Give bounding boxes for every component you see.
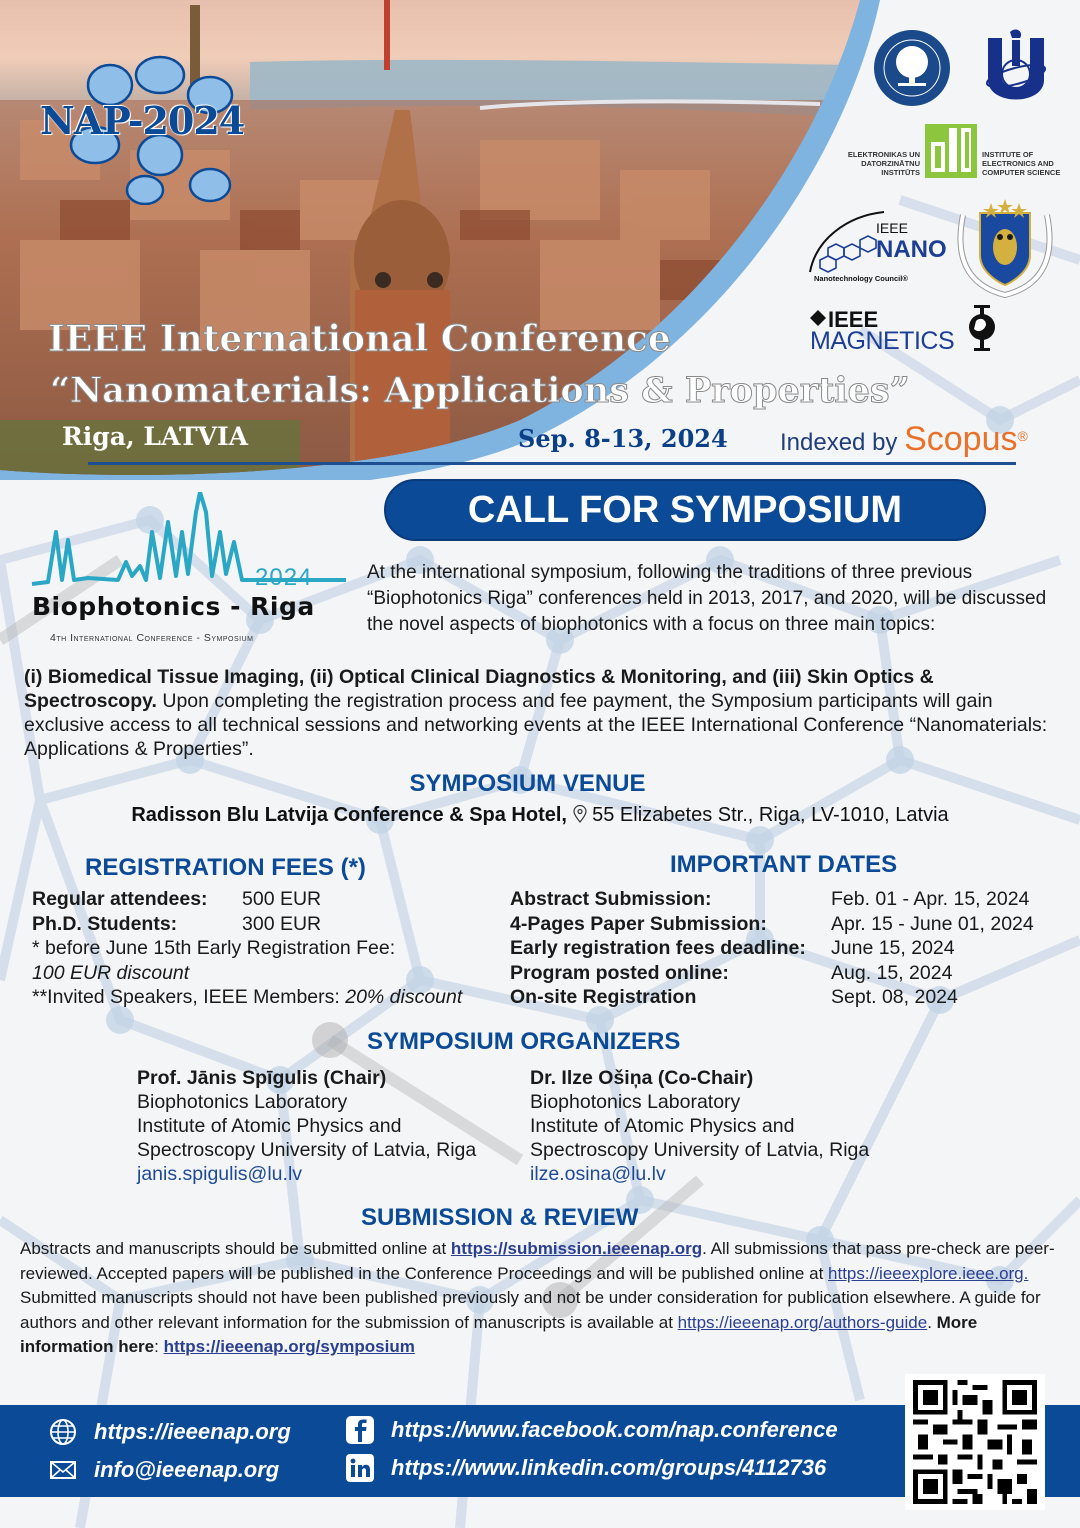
organizer-lab: Biophotonics Laboratory [530,1091,741,1113]
university-torch-globe-logo [980,28,1052,108]
biophotonics-riga-logo [28,492,348,652]
organizer-co-chair [530,1066,869,1186]
header-divider [88,462,1016,465]
nano-ieee-label: IEEE [876,220,908,236]
submission-heading: SUBMISSION & REVIEW [361,1204,639,1231]
fee-value: 300 EUR [242,912,322,935]
linkedin-icon [345,1453,375,1483]
date-row [510,912,1034,937]
edi-mark-icon [925,124,977,178]
date-row [510,887,1034,912]
important-dates-list [510,887,1034,1010]
organizer-email[interactable]: janis.spigulis@lu.lv [137,1163,303,1185]
date-value: Apr. 15 - June 01, 2024 [831,912,1034,935]
organizer-name: Prof. Jānis Spīgulis (Chair) [137,1067,387,1089]
organizer-email[interactable]: ilze.osina@lu.lv [530,1163,666,1185]
edi-english-name: INSTITUTE OF ELECTRONICS AND COMPUTER SCIENCE [982,150,1061,177]
location-pin-icon [573,805,587,823]
topics-list: (i) Biomedical Tissue Imaging, (ii) Optical Clinical Diagnostics & Monitoring, and (iii) Skin Optics & Spectroscopy. [24,666,934,712]
date-label: 4-Pages Paper Submission: [510,912,767,935]
facebook-icon [345,1415,375,1445]
date-label: Early registration fees deadline: [510,937,806,959]
conference-title-line1: IEEE International Conference [48,318,671,360]
date-row [510,961,1034,986]
venue-heading: SYMPOSIUM VENUE [409,770,646,797]
fee-label: Regular attendees: [32,888,208,910]
globe-icon [48,1417,78,1447]
date-row [510,936,1034,961]
conference-title-line2: “Nanomaterials: Applications & Properties” [50,370,910,411]
member-discount-note: **Invited Speakers, IEEE Members: 20% discount [32,986,463,1008]
conference-location: Riga, LATVIA [62,422,249,451]
latvian-academy-of-sciences-crest [955,195,1055,300]
early-fee-note: * before June 15th Early Registration Fee: [32,937,396,959]
topics-continuation: Upon completing the registration process and fee payment, the Symposium participants will gain exclusive access to all technical sessions and networking events at the IEEE International Conference “Nanomaterials: Applications & Properties”. [24,690,1048,760]
date-row [510,985,1034,1010]
footer-facebook[interactable]: https://www.facebook.com/nap.conference [345,1415,838,1445]
indexed-by-label: Indexed by [780,429,898,456]
venue-address-line [0,804,1080,827]
footer-website[interactable]: https://ieeenap.org [48,1417,291,1447]
biophotonics-year: 2024 [255,564,313,591]
ieeexplore-link[interactable]: https://ieeexplore.ieee.org. [828,1263,1029,1283]
submission-text [20,1237,1065,1360]
qr-code-pattern [911,1380,1039,1504]
registered-mark: ® [1017,428,1028,444]
edi-institute-logo [845,122,1070,182]
member-discount-value: 20% discount [345,986,463,1008]
fee-label: Ph.D. Students: [32,912,178,935]
important-dates-heading: IMPORTANT DATES [670,851,898,878]
fee-row [32,912,462,937]
date-value: Sept. 08, 2024 [831,986,958,1008]
organizer-chair [137,1066,476,1186]
date-label: Program posted online: [510,961,729,984]
organizer-name: Dr. Ilze Ošiņa (Co-Chair) [530,1067,754,1089]
ieee-nano-logo [806,210,956,290]
venue-address: 55 Elizabetes Str., Riga, LV-1010, Latvia [592,804,949,826]
nano-label: NANO [876,236,947,263]
venue-hotel: Radisson Blu Latvija Conference & Spa Hotel, [131,804,567,826]
nano-council-label: Nanotechnology Council® [814,274,908,283]
organizer-institute: Institute of Atomic Physics and [530,1115,795,1137]
intro-topics-paragraph [24,665,1059,761]
authors-guide-link[interactable]: https://ieeenap.org/authors-guide [677,1312,928,1332]
registration-fees-list [32,887,462,1010]
date-label: On-site Registration [510,986,697,1008]
registration-fees-heading: REGISTRATION FEES (*) [85,854,366,881]
organizer-lab: Biophotonics Laboratory [137,1091,348,1113]
more-info-label: More information here [20,1312,978,1356]
envelope-icon [48,1455,78,1485]
ieee-diamond-icon [810,310,826,326]
submission-site-link[interactable]: https://submission.ieeenap.org [450,1239,703,1258]
date-value: Aug. 15, 2024 [831,961,953,984]
organizer-institute-2: Spectroscopy University of Latvia, Riga [530,1139,870,1161]
biophotonics-subtitle: 4th International Conference - Symposium [50,632,254,644]
call-for-symposium-banner: CALL FOR SYMPOSIUM [384,479,986,541]
footer-email[interactable]: info@ieeenap.org [48,1455,279,1485]
organizers-heading: SYMPOSIUM ORGANIZERS [367,1028,681,1055]
intro-paragraph: At the international symposium, following the traditions of three previous “Biophotonics Riga” conferences held in 2013, 2017, and 2020, will be discussed the novel aspects of biophotonics with a focus on three main topics: [367,562,1047,635]
submission-paragraph-1: Abstracts and manuscripts should be submitted online at https://submission.ieeenap.org. All submissions that pass pre-check are peer-reviewed. Accepted papers will be published in the Conference Proceedings and will be published online at https://ieeexplore.ieee.org. [20,1239,1055,1283]
qr-code[interactable] [905,1374,1045,1510]
organizer-institute-2: Spectroscopy University of Latvia, Riga [137,1139,477,1161]
hexagon-molecule-icon [806,210,886,274]
ieee-magnetics-logo [808,305,1003,357]
submission-paragraph-2: Submitted manuscripts should not have been published previously and not be under consideration for publication elsewhere. A guide for authors and other relevant information for the submission of manuscripts is available at https://ieeenap.org/authors-guide. More information here: https://ieeenap.org/symposium [20,1288,1041,1356]
footer-linkedin[interactable]: https://www.linkedin.com/groups/4112736 [345,1453,826,1483]
scopus-indexed-badge [780,420,1028,459]
fee-row [32,887,462,912]
conference-dates: Sep. 8-13, 2024 [518,424,728,453]
nap-2024-logo-text: NAP-2024 [40,98,245,143]
magnet-globe-icon [966,305,998,351]
magnetics-label: MAGNETICS [810,327,955,355]
scopus-logo-text: Scopus [904,420,1018,458]
organizer-institute: Institute of Atomic Physics and [137,1115,402,1137]
early-fee-discount: 100 EUR discount [32,961,190,984]
magnetics-ieee-label: IEEE [828,307,879,332]
edi-latvian-name: ELEKTRONIKAS UN DATORZINĀTNU INSTITŪTS [847,150,920,177]
fee-value: 500 EUR [242,888,322,910]
university-of-latvia-seal-logo [872,28,952,108]
date-label: Abstract Submission: [510,888,712,910]
date-value: Feb. 01 - Apr. 15, 2024 [831,888,1030,910]
symposium-page-link[interactable]: https://ieeenap.org/symposium [163,1337,415,1356]
date-value: June 15, 2024 [831,937,955,959]
biophotonics-name: Biophotonics - Riga [32,592,315,621]
